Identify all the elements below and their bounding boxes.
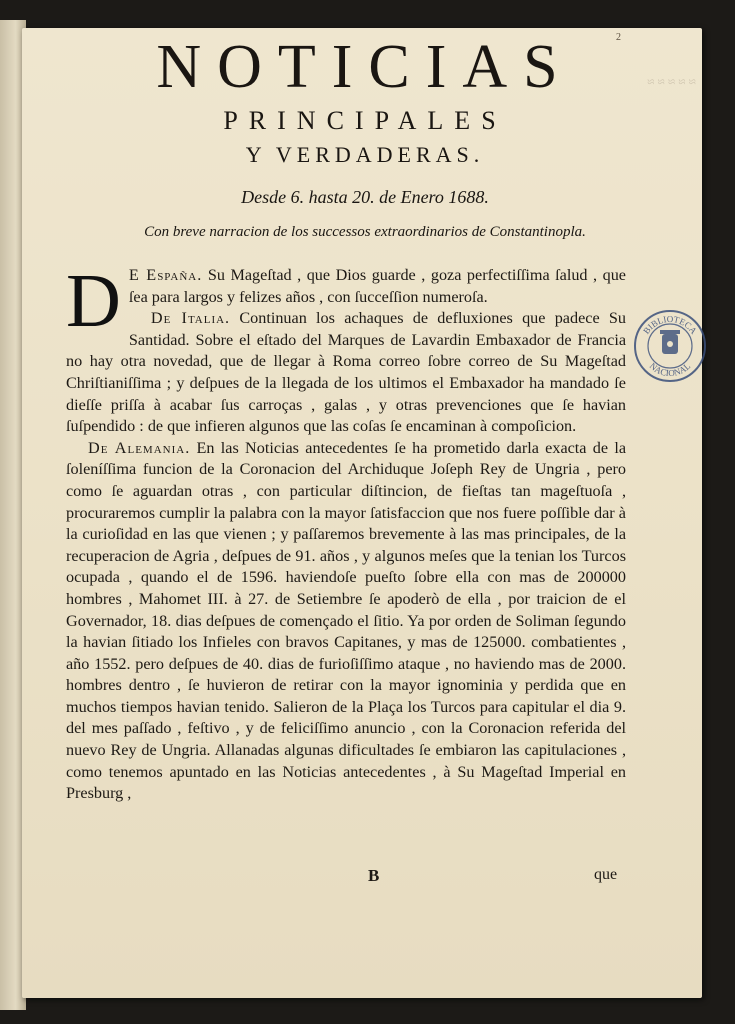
bleed-through-text: ≈ ≈ ≈ ≈ ≈ <box>647 74 696 89</box>
page-subtitle-2: Y VERDADERAS. <box>245 142 485 167</box>
catchword: que <box>594 866 618 883</box>
stamp-text-bottom: NACIONAL <box>647 360 693 379</box>
section-alemania <box>66 438 626 805</box>
article-body <box>66 259 627 805</box>
section-text-alemania: En las Noticias antecedentes ſe ha prometido darla exacta de la ſoleníſſima funcion de la Coronacion del Archiduque Joſeph Rey de Ungria , pero como ſe aguardan otras , con particular diſtincion, de fieſtas tan mageſtuoſa , procuraremos cumplir la palabra con la mayor ſatisfaccion que nos fuere poſſible dar à la curioſidad en las que vienen ; y paſſaremos brevemente à las mas principales, de la recuperacion de Agria , deſpues de 91. años , y algunos meſes que la tenian los Turcos ocupada , quando el de 1596. haviendoſe pueſto ſobre ella con mas de 200000 hombres , Mahomet III. à 27. de Setiembre ſe apoderò de ella , por traicion de el Governador, 18. dias deſpues de començado el ſitio. Ya por orden de Soliman ſegundo la havian ſitiado los Infieles con bravos Capitanes, y mas de 125000. combatientes , año 1552. pero deſpues de 40. dias de furioſiſſimo ataque , no haviendo mas de 2000. hombres dentro , ſe huvieron de retirar con la mayor ignominia y perdida que en muchos tiempos havian tenido. Salieron de la Plaça los Turcos para capitular el dia 9. del mes paſſado , feſtivo , y de feliciſſimo anuncio , con la Coronacion referida del nuevo Rey de Ungria. Allanadas algunas dificultades ſe embiaron las capitulaciones , como tenemos apuntado en las Noticias antecedentes , à Su Mageſtad Imperial en Presburg , <box>66 438 627 803</box>
section-text-italia: Continuan los achaques de defluxiones que padece Su Santidad. Sobre el eſtado del Marques de Lavardin Embaxador de Francia no hay otra novedad, que de llegar à Roma correo ſobre correo de Su Mageſtad Chriſtianiſſima ; y deſpues de la llegada de los ultimos el Embaxador ha mandado ſe dieſſe priſſa à acabar ſus carroças , galas , y otras prevenciones que ſe havian ſuſpendido : de que infieren algunos que las coſas ſe encaminan à compoſicion. <box>66 309 626 436</box>
issue-date: Desde 6. hasta 20. de Enero 1688. <box>241 187 489 207</box>
section-heading-italia: De Italia. <box>150 309 231 328</box>
page-subtitle: PRINCIPALES <box>223 106 507 135</box>
issue-tagline: Con breve narracion de los successos extraordinarios de Constantinopla. <box>144 224 586 240</box>
page-title: NOTICIAS <box>156 33 574 101</box>
page-mark: 2 <box>616 32 621 43</box>
crest-icon <box>660 330 680 354</box>
section-heading-alemania: De Alemania. <box>88 438 191 457</box>
library-stamp <box>632 308 708 384</box>
section-italia <box>66 308 626 438</box>
section-text-espana: Su Mageſtad , que Dios guarde , goza perfectiſſima ſalud , que ſea para largos y felizes años , con ſucceſſion numeroſa. <box>128 266 626 306</box>
stamp-text-top: BIBLIOTECA <box>641 313 699 336</box>
drop-cap: D <box>66 259 121 343</box>
section-heading-espana: E España. <box>128 266 203 284</box>
signature-mark: B <box>368 866 380 885</box>
